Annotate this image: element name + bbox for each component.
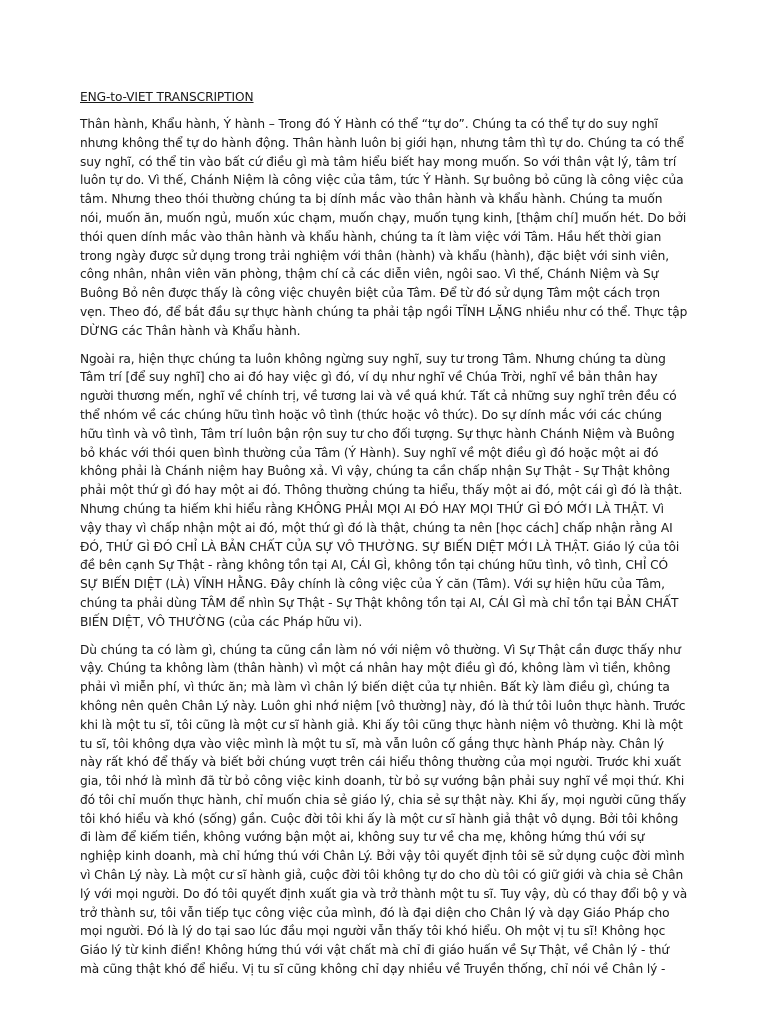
paragraph: Dù chúng ta có làm gì, chúng ta cũng cần làm nó với niệm vô thường. Vì Sự Thật cần được thấy như vậy. Chúng ta không làm (thân hành) vì một cá nhân hay một điều gì đó, không làm vì tiền, không phải vì miễn phí, vì thức ăn; mà làm vì chân lý biến diệt của tự nhiên. Bất kỳ làm điều gì, chúng ta không nên quên Chân Lý này. Luôn ghi nhớ niệm [vô thường] này, đó là thứ tôi luôn thực hành. Trước khi là một tu sĩ, tôi cũng là một cư sĩ hành giả. Khi ấy tôi cũng thực hành niệm vô thường. Khi là một tu sĩ, tôi không dựa vào việc mình là một tu sĩ, mà vẫn luôn cố gắng thực hành Pháp này. Chân lý này rất khó để thấy và biết bởi chúng vượt trên cái hiểu thông thường của mọi người. Trước khi xuất gia, tôi nhớ là mình đã từ bỏ công việc kinh doanh, từ bỏ sự vướng bận phải suy nghĩ về mọi thứ. Khi đó tôi chỉ muốn thực hành, chỉ muốn chia sẻ giáo lý, chia sẻ sự thật này. Khi ấy, mọi người cũng thấy tôi khó hiểu và khó (sống) gần. Cuộc đời tôi khi ấy là một cư sĩ hành giả thật vô dụng. Bởi tôi không đi làm để kiếm tiền, không vướng bận một ai, không suy tư về cha mẹ, không hứng thú với sự nghiệp kinh doanh, mà chỉ hứng thú với Chân Lý. Bởi vậy tôi quyết định tôi sẽ sử dụng cuộc đời mình vì Chân Lý này. Là một cư sĩ hành giả, cuộc đời tôi không tự do cho dù tôi có giữ giới và chia sẻ Chân lý với mọi người. Do đó tôi quyết định xuất gia và trở thành một tu sĩ. Tuy vậy, dù có thay đổi bộ y và trở thành sư, tôi vẫn tiếp tục công việc của mình, đó là đại diện cho Chân lý và dạy Giáo Pháp cho mọi người. Đó là lý do tại sao lúc đầu mọi người vẫn thấy tôi khó hiểu. Oh một vị tu sĩ! Không học Giáo lý từ kinh điển! Không hứng thú với vật chất mà chỉ đi giáo huấn về Sự Thật, về Chân lý - thứ mà cũng thật khó để hiểu. Vị tu sĩ cũng không chỉ dạy nhiều về Truyền thống, chỉ nói về Chân lý - <box>80 642 688 977</box>
document-title: ENG-to-VIET TRANSCRIPTION <box>80 90 254 104</box>
paragraph: Thân hành, Khẩu hành, Ý hành – Trong đó Ý Hành có thể “tự do”. Chúng ta có thể tự do suy nghĩ nhưng không thể tự do hành động. Thân hành luôn bị giới hạn, nhưng tâm thì tự do. Chúng ta có thể suy nghĩ, có thể tin vào bất cứ điều gì mà tâm hiểu biết hay mong muốn. So với thân vật lý, tâm trí luôn tự do. Vì thế, Chánh Niệm là công việc của tâm, tức Ý Hành. Sự buông bỏ cũng là công việc của tâm. Nhưng theo thói thường chúng ta bị dính mắc vào thân hành và khẩu hành. Chúng ta muốn nói, muốn ăn, muốn ngủ, muốn xúc chạm, muốn chạy, muốn tụng kinh, [thậm chí] muốn hét. Do bởi thói quen dính mắc vào thân hành và khẩu hành, chúng ta ít làm việc với Tâm. Hầu hết thời gian trong ngày được sử dụng trong trải nghiệm với thân (hành) và khẩu (hành), đặc biệt với sinh viên, công nhân, nhân viên văn phòng, thậm chí cả các diễn viên, ngôi sao. Vì thế, Chánh Niệm và Sự Buông Bỏ nên được thấy là công việc chuyên biệt của Tâm. Để từ đó sử dụng Tâm một cách trọn vẹn. Theo đó, để bắt đầu sự thực hành chúng ta phải tập ngồi TĨNH LẶNG nhiều như có thể. Thực tập DỪNG các Thân hành và Khẩu hành. <box>80 117 688 338</box>
paragraph: Ngoài ra, hiện thực chúng ta luôn không ngừng suy nghĩ, suy tư trong Tâm. Nhưng chúng ta dùng Tâm trí [để suy nghĩ] cho ai đó hay việc gì đó, ví dụ như nghĩ về Chúa Trời, nghĩ về bản thân hay người thương mến, nghĩ về chính trị, về tương lai và về quá khứ. Tất cả những suy nghĩ trên đều có thể nhóm về các chúng hữu tình hoặc vô tình (thức hoặc vô thức). Do sự dính mắc với các chúng hữu tình và vô tình, Tâm trí luôn bận rộn suy tư cho đối tượng. Sự thực hành Chánh Niệm và Buông bỏ khác với thói quen bình thường của Tâm (Ý Hành). Suy nghĩ về một điều gì đó hoặc một ai đó không phải là Chánh niệm hay Buông xả. Vì vậy, chúng ta cần chấp nhận Sự Thật - Sự Thật không phải một thứ gì đó hay một ai đó. Thông thường chúng ta hiểu, thấy một ai đó, một cái gì đó là thật. Nhưng chúng ta hiếm khi hiểu rằng KHÔNG PHẢI MỌI AI ĐÓ HAY MỌI THỨ GÌ ĐÓ MỚI LÀ THẬT. Vì vậy thay vì chấp nhận một ai đó, một thứ gì đó là thật, chúng ta nên [học cách] chấp nhận rằng AI ĐÓ, THỨ GÌ ĐÓ CHỈ LÀ BẢN CHẤT CỦA SỰ VÔ THƯỜNG. SỰ BIẾN DIỆT MỚI LÀ THẬT. Giáo lý của tôi đề bên cạnh Sự Thật - rằng không tồn tại AI, CÁI GÌ, không tồn tại chúng hữu tình, vô tình, CHỈ CÓ SỰ BIẾN DIỆT (LÀ) VĨNH HẰNG. Đây chính là công việc của Ý căn (Tâm). Với sự hiện hữu của Tâm, chúng ta phải dùng TÂM để nhìn Sự Thật - Sự Thật không tồn tại AI, CÁI GÌ mà chỉ tồn tại BẢN CHẤT BIẾN DIỆT, VÔ THƯỜNG (của các Pháp hữu vi). <box>80 351 683 629</box>
